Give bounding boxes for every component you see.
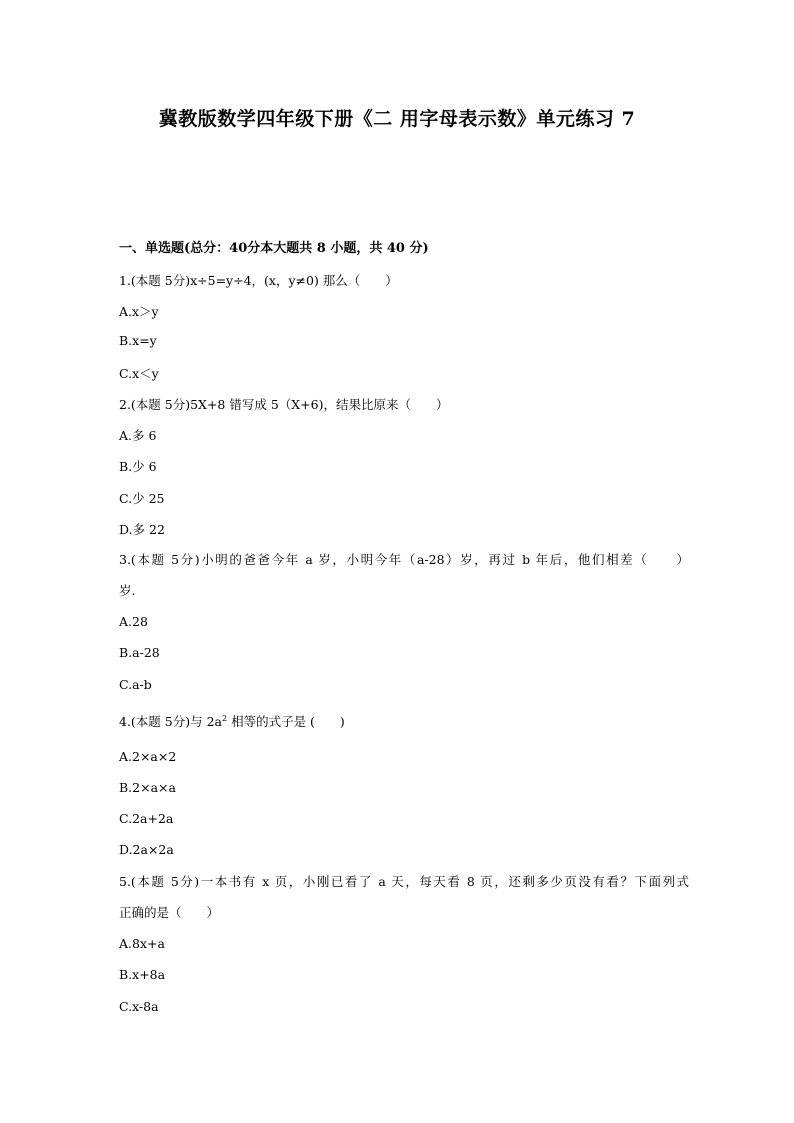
question-1-option-c: C.x＜y: [119, 366, 159, 381]
question-4-stem: [119, 712, 345, 730]
question-2-stem: 2.(本题 5分)5X+8 错写成 5（X+6)，结果比原来（ ）: [119, 397, 449, 412]
question-2-option-d: D.多 22: [119, 522, 165, 537]
question-5-stem-line2: 正确的是（ ）: [119, 905, 220, 920]
question-1-option-a: A.x＞y: [119, 304, 159, 319]
question-1-option-b: B.x=y: [119, 333, 157, 348]
question-5-option-a: A.8x+a: [119, 936, 165, 951]
document-title: 冀教版数学四年级下册《二 用字母表示数》单元练习 7: [158, 108, 636, 130]
section-heading: 一、单选题(总分：40分本大题共 8 小题，共 40 分): [119, 241, 429, 256]
question-5-stem: [119, 866, 689, 928]
question-3-stem-line2: 岁.: [119, 583, 136, 598]
question-5-stem-line1: 5.(本题 5分)一本书有 x 页，小刚已看了 a 天，每天看 8 页，还剩多少页没有看？下面列式: [119, 874, 689, 889]
question-3-stem-line1: 3.(本题 5分)小明的爸爸今年 a 岁，小明今年（a-28）岁，再过 b 年后，他们相差（ ）: [119, 552, 689, 567]
question-3-option-a: A.28: [119, 614, 148, 629]
question-4-exponent: 2: [222, 713, 228, 723]
question-4-stem-after: 相等的式子是 ( ): [227, 714, 345, 729]
question-5-option-b: B.x+8a: [119, 967, 166, 982]
question-3-option-b: B.a-28: [119, 645, 160, 660]
question-3-stem: [119, 544, 689, 606]
question-4-option-b: B.2×a×a: [119, 780, 176, 795]
question-2-option-b: B.少 6: [119, 459, 157, 474]
question-4-stem-before: 4.(本题 5分)与 2a: [119, 714, 222, 729]
question-4-option-d: D.2a×2a: [119, 842, 174, 857]
question-4-option-a: A.2×a×2: [119, 749, 177, 764]
question-4-option-c: C.2a+2a: [119, 811, 174, 826]
question-5-option-c: C.x-8a: [119, 999, 159, 1014]
question-2-option-a: A.多 6: [119, 428, 157, 443]
question-3-option-c: C.a-b: [119, 677, 152, 692]
question-1-stem: 1.(本题 5分)x÷5=y÷4，(x，y≠0) 那么（ ）: [119, 273, 398, 288]
question-2-option-c: C.少 25: [119, 491, 165, 506]
